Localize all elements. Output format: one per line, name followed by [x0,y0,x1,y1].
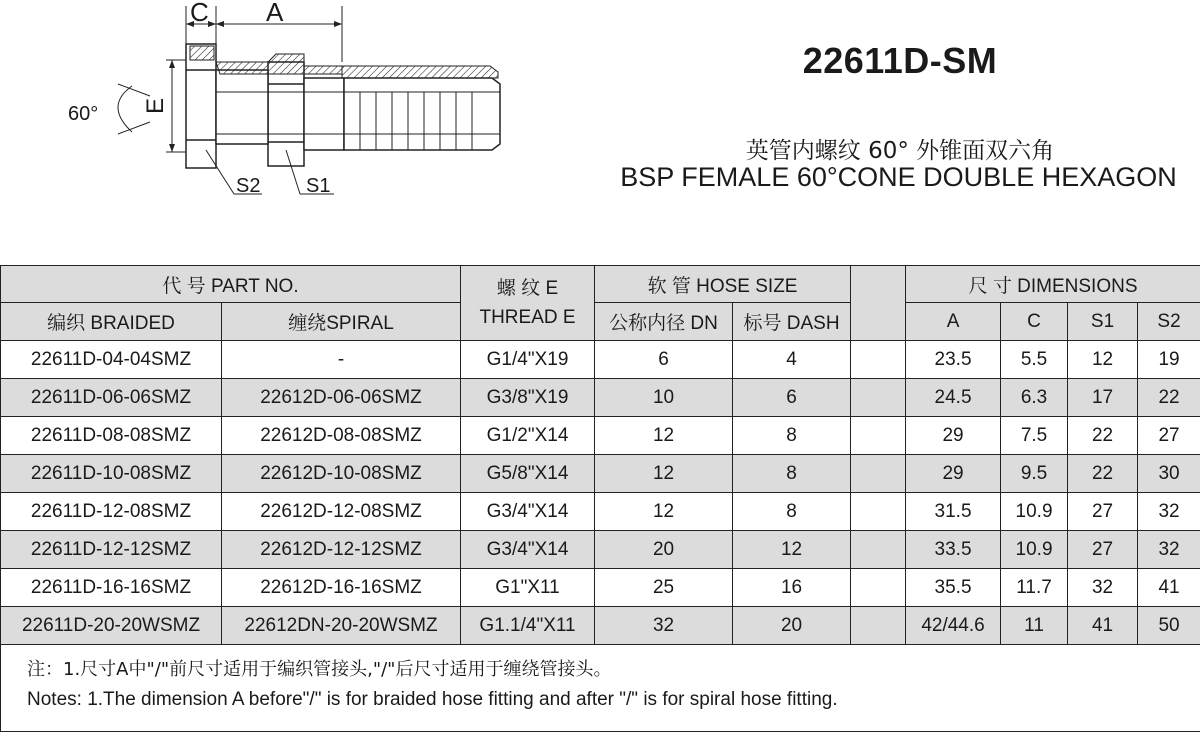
fitting-drawing [0,0,560,210]
cell-blank [851,455,906,493]
cell-s1: 12 [1068,341,1138,379]
cell-dn: 12 [595,417,733,455]
cell-dash: 6 [733,379,851,417]
cell-a: 35.5 [906,569,1001,607]
cell-blank [851,417,906,455]
cell-a: 42/44.6 [906,607,1001,645]
label-s2: S2 [236,175,261,197]
cell-s2: 27 [1138,417,1200,455]
table-row [1,493,1200,531]
notes-cell [1,645,1200,732]
cell-a: 31.5 [906,493,1001,531]
cell-braided: 22611D-06-06SMZ [1,379,222,417]
section-hatch [190,46,498,78]
table-row [1,531,1200,569]
cell-s2: 50 [1138,607,1200,645]
cell-c: 10.9 [1001,493,1068,531]
cell-dn: 32 [595,607,733,645]
cell-a: 33.5 [906,531,1001,569]
cell-blank [851,493,906,531]
header-blank [851,266,906,341]
cell-thread: G1/4"X19 [461,341,595,379]
cell-braided: 22611D-12-08SMZ [1,493,222,531]
label-angle: 60° [68,103,99,125]
cell-s2: 41 [1138,569,1200,607]
cell-c: 5.5 [1001,341,1068,379]
cell-dn: 10 [595,379,733,417]
cell-thread: G1/2"X14 [461,417,595,455]
cell-s2: 19 [1138,341,1200,379]
cell-a: 24.5 [906,379,1001,417]
header-thread-en: THREAD E [479,307,576,328]
cell-braided: 22611D-08-08SMZ [1,417,222,455]
cell-spiral: 22612D-06-06SMZ [222,379,461,417]
header-hose-size: 软 管 HOSE SIZE [595,266,851,303]
cell-thread: G3/8"X19 [461,379,595,417]
cell-dash: 4 [733,341,851,379]
notes-row [1,645,1200,732]
cell-dn: 12 [595,455,733,493]
header-part-no: 代 号 PART NO. [1,266,461,303]
cell-braided: 22611D-20-20WSMZ [1,607,222,645]
table-row [1,455,1200,493]
cell-spiral: 22612D-16-16SMZ [222,569,461,607]
cell-thread: G5/8"X14 [461,455,595,493]
cell-blank [851,569,906,607]
cell-dash: 20 [733,607,851,645]
cell-c: 6.3 [1001,379,1068,417]
table-row [1,417,1200,455]
cell-s2: 30 [1138,455,1200,493]
cell-spiral: - [222,341,461,379]
header-dimensions: 尺 寸 DIMENSIONS [906,266,1200,303]
col-dn: 公称内径 DN [595,303,733,341]
cell-thread: G3/4"X14 [461,531,595,569]
cell-spiral: 22612D-10-08SMZ [222,455,461,493]
cell-braided: 22611D-12-12SMZ [1,531,222,569]
col-spiral: 缠绕SPIRAL [222,303,461,341]
cell-s1: 32 [1068,569,1138,607]
cell-thread: G1.1/4"X11 [461,607,595,645]
cell-a: 23.5 [906,341,1001,379]
label-c: C [190,0,209,27]
col-s1: S1 [1068,303,1138,341]
cell-s2: 32 [1138,493,1200,531]
cell-s1: 27 [1068,531,1138,569]
fitting-drawing-svg [0,0,560,210]
col-braided: 编织 BRAIDED [1,303,222,341]
product-code-title: 22611D-SM [802,40,998,81]
note-en: Notes: 1.The dimension A before"/" is for braided hose fitting and after "/" is for spiral hose fitting. [27,689,838,710]
cell-blank [851,607,906,645]
cell-thread: G3/4"X14 [461,493,595,531]
cell-dn: 20 [595,531,733,569]
cell-blank [851,379,906,417]
product-title-en: BSP FEMALE 60°CONE DOUBLE HEXAGON [620,162,1177,192]
cell-spiral: 22612D-12-12SMZ [222,531,461,569]
cell-thread: G1"X11 [461,569,595,607]
table-row [1,379,1200,417]
table-row [1,569,1200,607]
label-s1: S1 [306,175,331,197]
cell-braided: 22611D-04-04SMZ [1,341,222,379]
label-a: A [266,0,284,27]
spec-table [0,265,1200,732]
label-e: E [142,97,169,114]
cell-blank [851,531,906,569]
cell-spiral: 22612D-08-08SMZ [222,417,461,455]
cell-dash: 8 [733,493,851,531]
cell-s2: 22 [1138,379,1200,417]
col-dash: 标号 DASH [733,303,851,341]
cell-c: 7.5 [1001,417,1068,455]
header-thread-cn: 螺 纹 E [496,278,559,299]
cell-braided: 22611D-10-08SMZ [1,455,222,493]
table-row [1,341,1200,379]
cell-dash: 8 [733,417,851,455]
table-row [1,607,1200,645]
cell-dn: 25 [595,569,733,607]
cell-spiral: 22612DN-20-20WSMZ [222,607,461,645]
col-a: A [906,303,1001,341]
cell-a: 29 [906,455,1001,493]
cell-c: 11 [1001,607,1068,645]
cell-s1: 17 [1068,379,1138,417]
header-thread [461,266,595,341]
cell-s2: 32 [1138,531,1200,569]
cell-a: 29 [906,417,1001,455]
cell-dn: 12 [595,493,733,531]
cell-s1: 22 [1068,417,1138,455]
cell-c: 11.7 [1001,569,1068,607]
cell-s1: 27 [1068,493,1138,531]
cell-c: 9.5 [1001,455,1068,493]
note-cn: 注：1.尺寸A中"/"前尺寸适用于编织管接头,"/"后尺寸适用于缠绕管接头。 [27,659,612,680]
product-title-cn: 英管内螺纹 60° 外锥面双六角 [745,138,1055,164]
cell-dash: 16 [733,569,851,607]
cell-c: 10.9 [1001,531,1068,569]
cell-dash: 8 [733,455,851,493]
cell-blank [851,341,906,379]
cell-dn: 6 [595,341,733,379]
col-c: C [1001,303,1068,341]
cell-dash: 12 [733,531,851,569]
cell-spiral: 22612D-12-08SMZ [222,493,461,531]
cell-s1: 22 [1068,455,1138,493]
cell-s1: 41 [1068,607,1138,645]
col-s2: S2 [1138,303,1200,341]
cell-braided: 22611D-16-16SMZ [1,569,222,607]
